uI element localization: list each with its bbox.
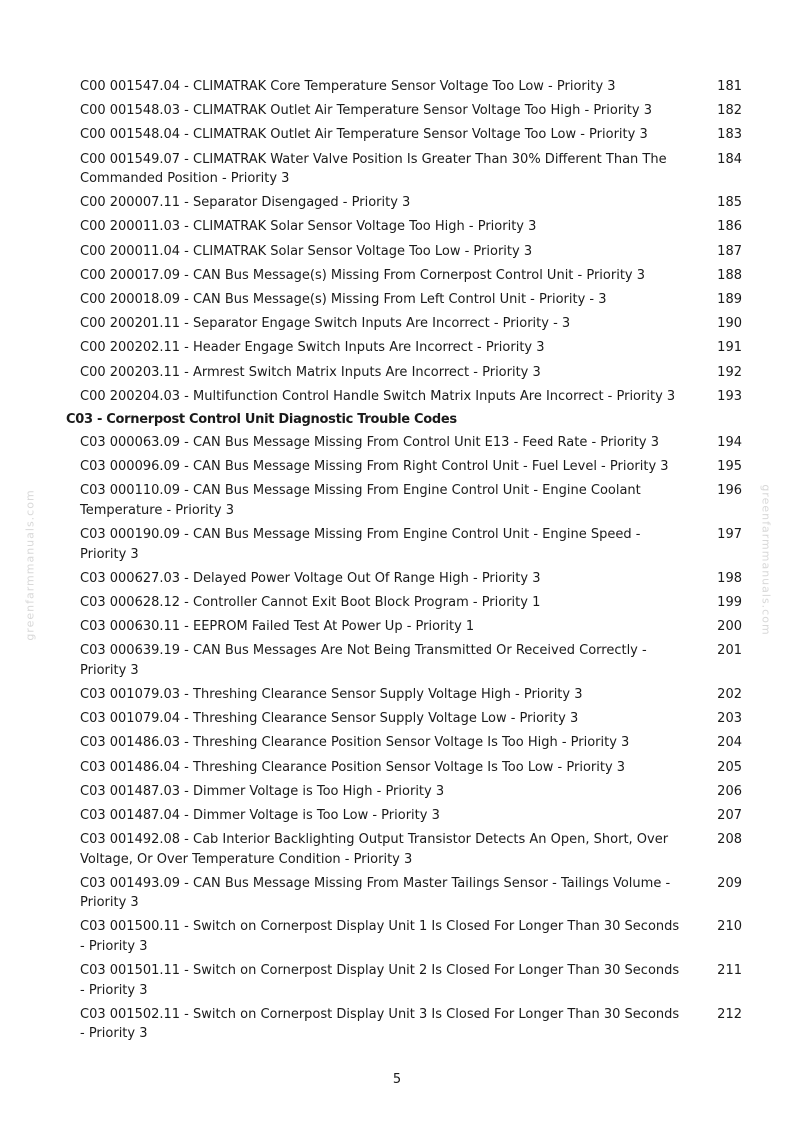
toc-entry[interactable] xyxy=(64,525,754,564)
toc-entry-page: 196 xyxy=(717,483,742,499)
toc-entry[interactable] xyxy=(64,806,754,826)
toc-entry[interactable] xyxy=(64,101,754,121)
toc-entry-page: 203 xyxy=(717,711,742,727)
toc-entry[interactable] xyxy=(64,709,754,729)
toc-entry-title: C03 001492.08 - Cab Interior Backlighting Output Transistor Detects An Open, Short, Over Voltage, Or Over Temperature Condition - Priority 3 xyxy=(80,832,669,867)
watermark-left: greenfarmmanuals.com xyxy=(23,489,37,641)
toc-entry-page: 186 xyxy=(717,219,742,235)
table-of-contents xyxy=(64,77,754,1049)
toc-entry-page: 188 xyxy=(717,267,742,283)
toc-entry-title: C00 001548.04 - CLIMATRAK Outlet Air Temperature Sensor Voltage Too Low - Priority 3 xyxy=(80,127,648,143)
section-heading: C03 - Cornerpost Control Unit Diagnostic Trouble Codes xyxy=(66,411,457,427)
toc-entry-title: C03 001079.04 - Threshing Clearance Sensor Supply Voltage Low - Priority 3 xyxy=(80,711,579,727)
toc-entry-title: C03 000096.09 - CAN Bus Message Missing From Right Control Unit - Fuel Level - Priority 3 xyxy=(80,459,669,475)
toc-entry-title: C00 001549.07 - CLIMATRAK Water Valve Position Is Greater Than 30% Different Than The Commanded Position - Priority 3 xyxy=(80,151,667,187)
toc-entry-page: 198 xyxy=(717,570,742,586)
toc-entry-title: C03 001487.04 - Dimmer Voltage is Too Low - Priority 3 xyxy=(80,807,440,823)
toc-entry-page: 199 xyxy=(717,594,742,610)
toc-entry[interactable] xyxy=(64,1005,754,1044)
toc-entry-title: C03 000639.19 - CAN Bus Messages Are Not Being Transmitted Or Received Correctly - Priority 3 xyxy=(80,643,647,678)
toc-entry[interactable] xyxy=(64,830,754,869)
toc-entry[interactable] xyxy=(64,125,754,145)
toc-entry[interactable] xyxy=(64,917,754,956)
toc-entry[interactable] xyxy=(64,433,754,453)
toc-entry-page: 202 xyxy=(717,686,742,702)
toc-entry-page: 207 xyxy=(717,807,742,823)
toc-entry-page: 208 xyxy=(717,832,742,848)
toc-entry[interactable] xyxy=(64,290,754,310)
toc-entry[interactable] xyxy=(64,685,754,705)
toc-entry[interactable] xyxy=(64,617,754,637)
toc-entry-page: 205 xyxy=(717,759,742,775)
toc-entry-title: C00 001548.03 - CLIMATRAK Outlet Air Temperature Sensor Voltage Too High - Priority 3 xyxy=(80,103,652,119)
toc-entry-title: C03 000627.03 - Delayed Power Voltage Out Of Range High - Priority 3 xyxy=(80,570,541,586)
toc-entry[interactable] xyxy=(64,961,754,1000)
toc-entry-page: 195 xyxy=(717,459,742,475)
toc-entry[interactable] xyxy=(64,733,754,753)
toc-entry-title: C00 200011.03 - CLIMATRAK Solar Sensor Voltage Too High - Priority 3 xyxy=(80,219,537,235)
toc-entry-page: 206 xyxy=(717,783,742,799)
toc-entry-title: C03 001493.09 - CAN Bus Message Missing From Master Tailings Sensor - Tailings Volume - Priority 3 xyxy=(80,875,671,911)
toc-entry[interactable] xyxy=(64,569,754,589)
toc-entry[interactable] xyxy=(64,363,754,383)
toc-entry[interactable] xyxy=(64,338,754,358)
toc-entry-title: C03 000063.09 - CAN Bus Message Missing From Control Unit E13 - Feed Rate - Priority 3 xyxy=(80,434,659,450)
toc-entry-page: 191 xyxy=(717,340,742,356)
toc-entry[interactable] xyxy=(64,193,754,213)
toc-entry-page: 193 xyxy=(717,388,742,404)
toc-entry-page: 201 xyxy=(717,643,742,659)
toc-entry-page: 181 xyxy=(717,79,742,94)
toc-entry-title: C03 000110.09 - CAN Bus Message Missing From Engine Control Unit - Engine Coolant Temperature - Priority 3 xyxy=(80,483,641,518)
toc-entry-page: 190 xyxy=(717,316,742,332)
toc-entry-page: 211 xyxy=(717,963,742,979)
toc-entry[interactable] xyxy=(64,242,754,262)
toc-entry-title: C00 200011.04 - CLIMATRAK Solar Sensor Voltage Too Low - Priority 3 xyxy=(80,243,533,259)
toc-entry-page: 194 xyxy=(717,434,742,450)
toc-entry-page: 200 xyxy=(717,619,742,635)
toc-entry[interactable] xyxy=(64,217,754,237)
toc-entry-title: C00 200204.03 - Multifunction Control Handle Switch Matrix Inputs Are Incorrect - Priority 3 xyxy=(80,388,676,404)
toc-entry-title: C03 000190.09 - CAN Bus Message Missing From Engine Control Unit - Engine Speed - Priority 3 xyxy=(80,527,641,562)
toc-entry-title: C03 001487.03 - Dimmer Voltage is Too High - Priority 3 xyxy=(80,783,445,799)
toc-entry-title: C03 001486.03 - Threshing Clearance Position Sensor Voltage Is Too High - Priority 3 xyxy=(80,735,630,751)
toc-entry-page: 209 xyxy=(717,875,742,891)
toc-entry-page: 212 xyxy=(717,1006,742,1022)
toc-entry[interactable] xyxy=(64,758,754,778)
toc-entry-title: C00 200203.11 - Armrest Switch Matrix Inputs Are Incorrect - Priority 3 xyxy=(80,364,541,380)
toc-entry-page: 197 xyxy=(717,527,742,542)
toc-entry[interactable] xyxy=(64,782,754,802)
toc-entry-page: 184 xyxy=(717,151,742,167)
toc-entry-title: C03 000630.11 - EEPROM Failed Test At Power Up - Priority 1 xyxy=(80,619,475,635)
toc-entry-page: 192 xyxy=(717,364,742,380)
toc-entry[interactable] xyxy=(64,874,754,913)
toc-entry-page: 210 xyxy=(717,919,742,935)
toc-entry-page: 187 xyxy=(717,243,742,259)
toc-entry-page: 204 xyxy=(717,735,742,751)
toc-entry[interactable] xyxy=(64,314,754,334)
toc-entry-title: C03 001486.04 - Threshing Clearance Position Sensor Voltage Is Too Low - Priority 3 xyxy=(80,759,626,775)
toc-entry-title: C03 001079.03 - Threshing Clearance Sensor Supply Voltage High - Priority 3 xyxy=(80,686,583,702)
toc-entry-title: C00 200017.09 - CAN Bus Message(s) Missing From Cornerpost Control Unit - Priority 3 xyxy=(80,267,646,283)
toc-entry[interactable] xyxy=(64,266,754,286)
toc-entry-page: 189 xyxy=(717,292,742,307)
toc-entry-title: C03 001501.11 - Switch on Cornerpost Display Unit 2 Is Closed For Longer Than 30 Seconds - Priority 3 xyxy=(80,963,680,998)
toc-entry-page: 185 xyxy=(717,195,742,211)
toc-entry-title: C00 200007.11 - Separator Disengaged - Priority 3 xyxy=(80,195,411,211)
toc-entry[interactable] xyxy=(64,387,754,407)
toc-entry-title: C00 001547.04 - CLIMATRAK Core Temperature Sensor Voltage Too Low - Priority 3 xyxy=(80,79,616,94)
toc-entry-page: 182 xyxy=(717,103,742,119)
toc-entry-title: C00 200018.09 - CAN Bus Message(s) Missing From Left Control Unit - Priority - 3 xyxy=(80,292,607,307)
toc-entry-title: C03 001500.11 - Switch on Cornerpost Display Unit 1 Is Closed For Longer Than 30 Seconds - Priority 3 xyxy=(80,919,680,954)
toc-entry[interactable] xyxy=(64,150,754,189)
toc-entry[interactable] xyxy=(64,481,754,520)
toc-entry-title: C03 001502.11 - Switch on Cornerpost Display Unit 3 Is Closed For Longer Than 30 Seconds - Priority 3 xyxy=(80,1006,680,1042)
toc-entry-title: C00 200201.11 - Separator Engage Switch Inputs Are Incorrect - Priority - 3 xyxy=(80,316,571,332)
toc-entry[interactable] xyxy=(64,457,754,477)
watermark-right: greenfarmmanuals.com xyxy=(759,484,773,636)
toc-entry-page: 183 xyxy=(717,127,742,143)
page-number: 5 xyxy=(392,1072,402,1087)
toc-entry[interactable] xyxy=(64,77,754,97)
toc-entry[interactable] xyxy=(64,641,754,680)
toc-entry-title: C00 200202.11 - Header Engage Switch Inputs Are Incorrect - Priority 3 xyxy=(80,340,545,356)
toc-entry[interactable] xyxy=(64,593,754,613)
toc-entry-title: C03 000628.12 - Controller Cannot Exit Boot Block Program - Priority 1 xyxy=(80,594,541,610)
